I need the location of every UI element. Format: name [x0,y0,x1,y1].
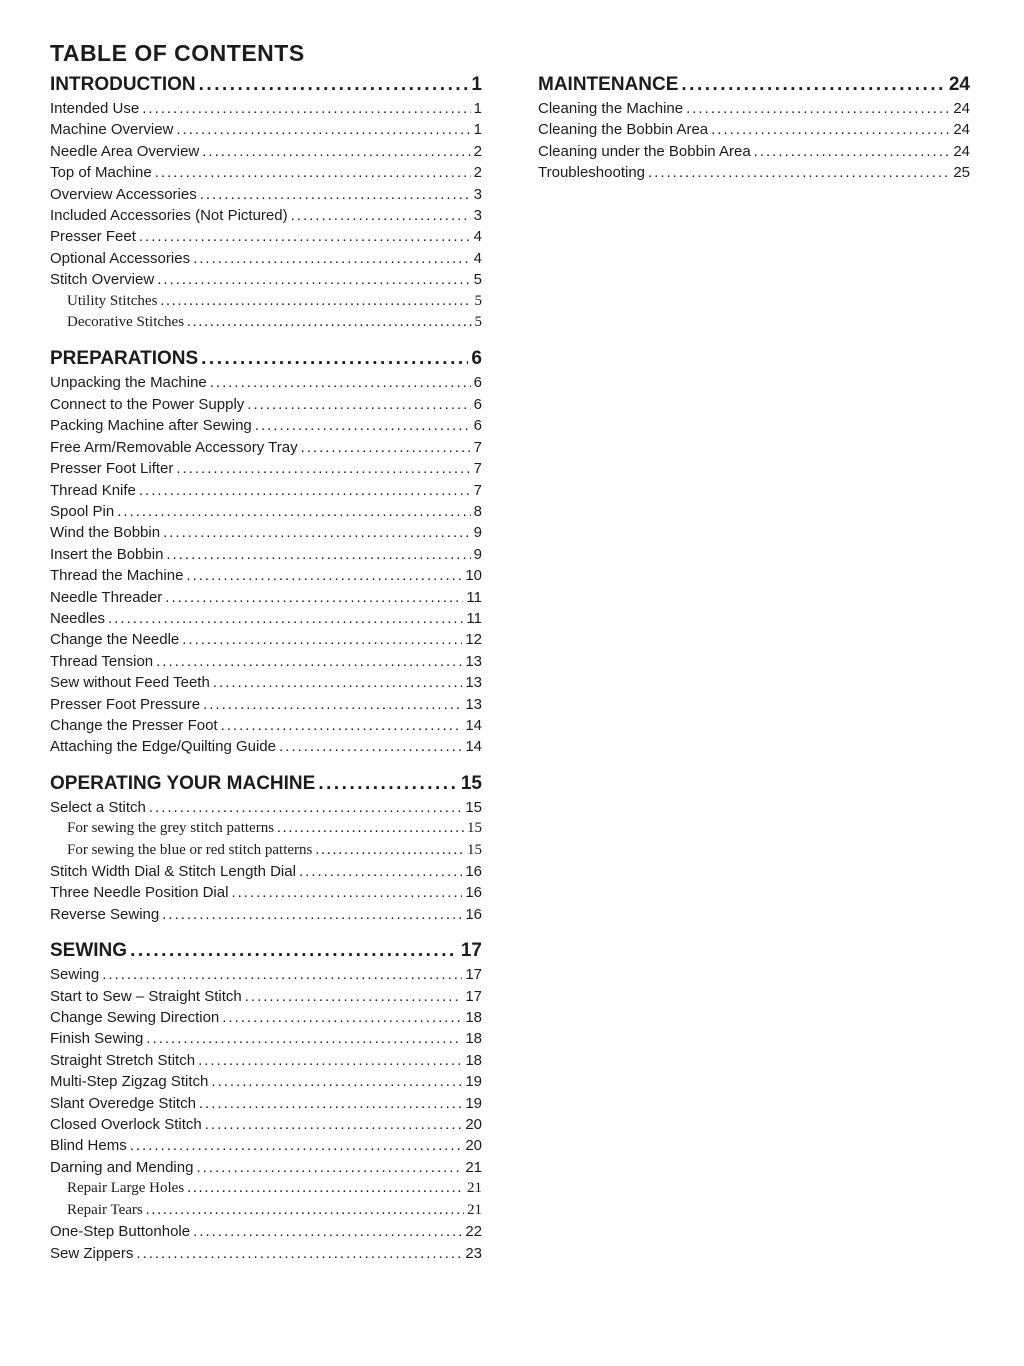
toc-entry [50,1028,482,1049]
dot-leader [176,458,470,479]
dot-leader [245,986,463,1007]
dot-leader [247,394,470,415]
toc-entry-label: Connect to the Power Supply [50,395,245,413]
toc-entry-page-number: 24 [953,142,970,160]
dot-leader [301,437,471,458]
toc-entry [50,248,482,269]
toc-entry-page-number: 18 [465,1051,482,1069]
dot-leader [162,904,462,925]
toc-entry [50,565,482,586]
toc-entry [50,964,482,985]
toc-entry-page-number: 18 [465,1030,482,1048]
dot-leader [139,480,471,501]
toc-entry-label: Presser Foot Lifter [50,460,174,478]
toc-entry [50,205,482,226]
dot-leader [182,629,462,650]
dot-leader [163,522,471,543]
toc-entry-label: Attaching the Edge/Quilting Guide [50,738,276,756]
toc-entry-page-number: 16 [465,905,482,923]
toc-section [50,73,482,333]
toc-entry-label: Intended Use [50,100,140,117]
toc-entry-page-number: 1 [473,121,482,139]
toc-entry [538,119,970,140]
dot-leader [199,73,469,97]
toc-entry-label: Stitch Overview [50,271,155,289]
toc-entry-label: Blind Hems [50,1137,127,1155]
toc-entry [50,818,482,839]
toc-entry [50,736,482,757]
toc-entry-page-number: 3 [473,185,482,203]
toc-entry-page-number: 2 [473,164,482,182]
toc-entry-page-number: 6 [473,374,482,392]
dot-leader [165,587,463,608]
dot-leader [136,1243,462,1264]
toc-column-1 [50,73,482,1264]
toc-entry-label: Overview Accessories [50,185,197,203]
toc-entry-page-number: 16 [465,884,482,902]
dot-leader [142,98,470,119]
toc-entry [50,882,482,903]
toc-entry-page-number: 7 [473,460,482,478]
toc-entry-label: Top of Machine [50,164,152,182]
dot-leader [221,715,463,736]
toc-entry-page-number: 5 [474,292,482,309]
dot-leader [754,141,951,162]
toc-entry-label: For sewing the grey stitch patterns [67,820,275,837]
toc-entry-label: Select a Stitch [50,798,146,816]
toc-entry-page-number: 5 [474,314,482,331]
toc-entry [50,861,482,882]
toc-entry-label: Unpacking the Machine [50,374,207,392]
dot-leader [681,73,945,97]
toc-entry [50,544,482,565]
toc-section-header-page-number: 15 [460,772,482,794]
toc-entry-label: One-Step Buttonhole [50,1223,191,1241]
toc-entry-label: Slant Overedge Stitch [50,1094,196,1112]
toc-section [50,939,482,1264]
toc-entry-label: Repair Large Holes [67,1180,185,1197]
toc-entry [50,1200,482,1221]
toc-entry-label: Change the Needle [50,631,180,649]
toc-entry-page-number: 24 [953,121,970,139]
toc-entry-label: Insert the Bobbin [50,545,164,563]
toc-entry [50,269,482,290]
toc-entry-label: Finish Sewing [50,1030,144,1048]
toc-entry-page-number: 17 [465,987,482,1005]
toc-section-header-page-number: 24 [948,74,970,95]
dot-leader [203,694,462,715]
dot-leader [198,1050,462,1071]
dot-leader [108,608,463,629]
toc-entry-label: Presser Feet [50,228,136,246]
toc-entry-page-number: 8 [473,502,482,520]
dot-leader [318,772,458,796]
toc-entry [538,141,970,162]
toc-section-header [538,73,970,97]
toc-entry-label: Packing Machine after Sewing [50,417,252,435]
toc-entry-label: Needles [50,609,106,627]
toc-entry-label: Cleaning under the Bobbin Area [538,142,751,160]
dot-leader [117,501,470,522]
toc-section-header [50,73,482,97]
toc-entry-page-number: 19 [465,1073,482,1091]
toc-entry-page-number: 11 [466,609,482,627]
toc-entry-page-number: 9 [473,524,482,542]
toc-entry-label: Multi-Step Zigzag Stitch [50,1073,209,1091]
toc-entry-page-number: 23 [465,1244,482,1262]
toc-entry-label: Closed Overlock Stitch [50,1116,202,1134]
toc-entry-page-number: 21 [467,1201,482,1218]
dot-leader [222,1007,462,1028]
toc-entry-page-number: 2 [473,142,482,160]
toc-entry-page-number: 19 [465,1094,482,1112]
toc-section-header-label: SEWING [50,940,128,962]
toc-section-header-label: OPERATING YOUR MACHINE [50,772,316,794]
dot-leader [299,861,462,882]
toc-entry [50,501,482,522]
toc-entry-page-number: 16 [465,863,482,880]
toc-entry-page-number: 15 [467,820,482,837]
dot-leader [196,1157,462,1178]
dot-leader [130,1135,463,1156]
toc-entry [538,98,970,119]
dot-leader [193,1221,462,1242]
dot-leader [279,736,462,757]
toc-entry [538,162,970,183]
toc-entry-page-number: 25 [953,164,970,182]
toc-entry-page-number: 18 [465,1009,482,1027]
dot-leader [200,184,471,205]
toc-entry-page-number: 4 [473,249,482,267]
toc-section-header [50,347,482,371]
dot-leader [166,544,470,565]
toc-entry-label: Thread Tension [50,652,154,670]
toc-entry-page-number: 3 [473,207,482,225]
dot-leader [199,1093,462,1114]
toc-entry [50,119,482,140]
toc-section [538,73,970,184]
toc-entry-label: For sewing the blue or red stitch patterns [67,841,313,858]
toc-section-header [50,939,482,963]
toc-entry [50,904,482,925]
toc-entry [50,1135,482,1156]
toc-entry-page-number: 6 [473,395,482,413]
toc-entry [50,291,482,312]
toc-entry [50,694,482,715]
dot-leader [193,248,471,269]
toc-entry [50,162,482,183]
dot-leader [102,964,462,985]
toc-entry-page-number: 13 [465,674,482,692]
toc-entry-page-number: 11 [466,588,482,606]
toc-column-2 [538,73,970,184]
toc-entry-page-number: 13 [465,652,482,670]
toc-entry-label: Stitch Width Dial & Stitch Length Dial [50,863,296,880]
toc-entry-label: Change Sewing Direction [50,1009,220,1027]
toc-entry [50,1243,482,1264]
toc-entry [50,1050,482,1071]
toc-entry [50,415,482,436]
dot-leader [213,672,462,693]
toc-entry [50,372,482,393]
dot-leader [155,162,471,183]
toc-entry-label: Sewing [50,966,100,984]
toc-entry [50,797,482,818]
dot-leader [211,1071,462,1092]
toc-entry [50,1093,482,1114]
toc-section-header-label: INTRODUCTION [50,74,196,95]
dot-leader [255,415,471,436]
dot-leader [130,939,458,963]
toc-section-header-page-number: 1 [471,74,482,95]
toc-entry [50,1221,482,1242]
page-title: TABLE OF CONTENTS [50,40,305,66]
dot-leader [231,882,462,903]
toc-entry-page-number: 14 [465,738,482,756]
toc-entry-label: Utility Stitches [67,292,158,309]
dot-leader [156,651,462,672]
toc-entry [50,1071,482,1092]
dot-leader [686,98,950,119]
toc-entry [50,840,482,861]
toc-entry [50,1157,482,1178]
dot-leader [187,1178,464,1199]
dot-leader [315,840,464,861]
toc-entry [50,629,482,650]
toc-entry-page-number: 20 [465,1137,482,1155]
toc-entry-page-number: 17 [465,966,482,984]
toc-entry-page-number: 15 [465,798,482,816]
toc-entry-page-number: 7 [473,438,482,456]
dot-leader [157,269,470,290]
dot-leader [210,372,471,393]
toc-entry [50,394,482,415]
toc-section-header-page-number: 17 [460,940,482,962]
toc-entry-page-number: 10 [465,567,482,585]
toc-entry-label: Needle Threader [50,588,163,606]
toc-entry-label: Thread Knife [50,481,136,499]
dot-leader [176,119,470,140]
toc-entry-label: Repair Tears [67,1201,143,1218]
toc-entry-label: Straight Stretch Stitch [50,1051,196,1069]
toc-entry-page-number: 21 [467,1180,482,1197]
toc-columns [50,73,970,1264]
toc-entry-page-number: 7 [473,481,482,499]
toc-entry-label: Sew without Feed Teeth [50,674,210,692]
toc-entry [50,458,482,479]
toc-entry-page-number: 4 [473,228,482,246]
dot-leader [186,565,462,586]
toc-entry [50,587,482,608]
dot-leader [149,797,462,818]
toc-entry-page-number: 15 [467,841,482,858]
toc-entry-page-number: 13 [465,695,482,713]
toc-entry-page-number: 9 [473,545,482,563]
toc-entry-page-number: 1 [473,100,482,117]
toc-section [50,772,482,925]
toc-entry-page-number: 20 [465,1116,482,1134]
toc-entry [50,98,482,119]
toc-section-header-label: MAINTENANCE [538,74,679,95]
toc-entry-label: Free Arm/Removable Accessory Tray [50,438,298,456]
toc-entry [50,986,482,1007]
toc-entry [50,1114,482,1135]
dot-leader [205,1114,463,1135]
dot-leader [139,226,471,247]
toc-entry-label: Cleaning the Bobbin Area [538,121,709,139]
toc-entry-label: Change the Presser Foot [50,716,218,734]
toc-entry-label: Three Needle Position Dial [50,884,229,902]
toc-entry [50,608,482,629]
toc-entry [50,437,482,458]
toc-entry [50,715,482,736]
toc-entry [50,1007,482,1028]
dot-leader [648,162,950,183]
dot-leader [202,141,470,162]
toc-section [50,347,482,757]
dot-leader [291,205,471,226]
toc-entry-label: Reverse Sewing [50,905,160,923]
toc-entry-label: Cleaning the Machine [538,100,684,117]
toc-entry-page-number: 22 [465,1223,482,1241]
toc-entry-page-number: 5 [473,271,482,289]
toc-entry-label: Machine Overview [50,121,174,139]
toc-entry-label: Spool Pin [50,502,115,520]
toc-entry [50,184,482,205]
toc-section-header-label: PREPARATIONS [50,348,199,370]
toc-entry-page-number: 6 [473,417,482,435]
toc-entry-page-number: 21 [465,1158,482,1176]
toc-entry-page-number: 24 [953,100,970,117]
toc-entry-label: Optional Accessories [50,249,191,267]
toc-entry [50,480,482,501]
toc-entry [50,226,482,247]
toc-entry [50,1178,482,1199]
toc-entry-label: Start to Sew – Straight Stitch [50,987,242,1005]
toc-entry-label: Decorative Stitches [67,314,185,331]
toc-entry-label: Darning and Mending [50,1158,194,1176]
toc-section-header [50,772,482,796]
toc-section-header-page-number: 6 [471,348,482,370]
toc-entry [50,312,482,333]
toc-entry-label: Needle Area Overview [50,142,200,160]
toc-entry [50,651,482,672]
toc-entry [50,141,482,162]
dot-leader [160,291,471,312]
toc-entry-label: Thread the Machine [50,567,184,585]
dot-leader [277,818,464,839]
dot-leader [711,119,950,140]
toc-entry-label: Troubleshooting [538,164,646,182]
toc-entry-label: Included Accessories (Not Pictured) [50,207,288,225]
toc-entry [50,672,482,693]
dot-leader [201,347,468,371]
dot-leader [146,1028,462,1049]
toc-entry [50,522,482,543]
toc-entry-label: Sew Zippers [50,1244,134,1262]
toc-entry-label: Presser Foot Pressure [50,695,201,713]
toc-entry-page-number: 14 [465,716,482,734]
dot-leader [187,312,471,333]
toc-entry-page-number: 12 [465,631,482,649]
dot-leader [146,1200,464,1221]
toc-entry-label: Wind the Bobbin [50,524,161,542]
